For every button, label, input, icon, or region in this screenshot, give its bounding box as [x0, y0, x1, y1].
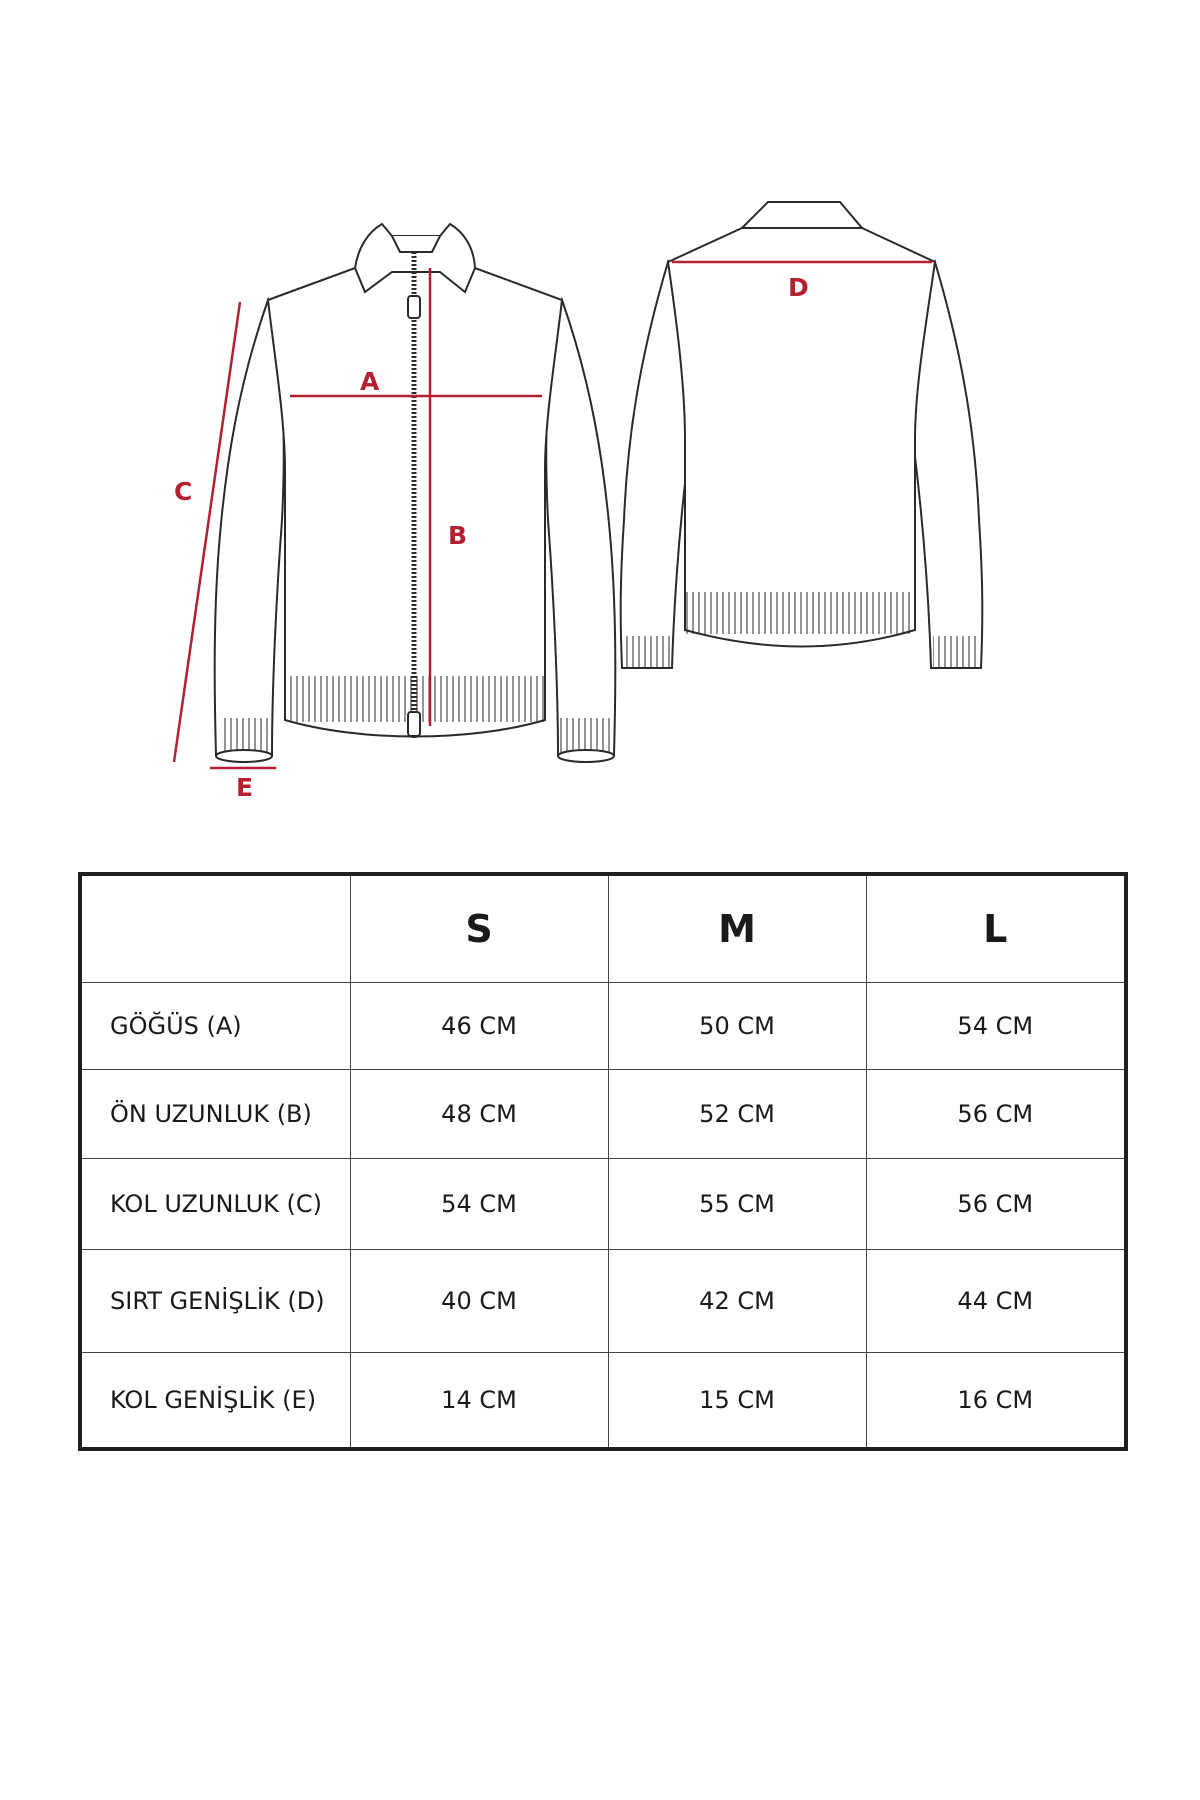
row-label: GÖĞÜS (A): [80, 983, 350, 1070]
cell-value: 50 CM: [608, 983, 866, 1070]
row-label: KOL UZUNLUK (C): [80, 1159, 350, 1250]
cell-value: 40 CM: [350, 1250, 608, 1353]
cell-value: 46 CM: [350, 983, 608, 1070]
cell-value: 14 CM: [350, 1353, 608, 1450]
cell-value: 42 CM: [608, 1250, 866, 1353]
cell-value: 44 CM: [866, 1250, 1126, 1353]
table-row: [80, 1250, 1126, 1353]
label-e: E: [236, 773, 254, 802]
size-chart-table: [78, 872, 1128, 1451]
cell-value: 55 CM: [608, 1159, 866, 1250]
table-row: [80, 983, 1126, 1070]
header-size-m: M: [608, 874, 866, 983]
label-b: B: [448, 521, 468, 550]
cell-value: 52 CM: [608, 1070, 866, 1159]
cell-value: 56 CM: [866, 1159, 1126, 1250]
header-size-l: L: [866, 874, 1126, 983]
table-row: [80, 1070, 1126, 1159]
cell-value: 54 CM: [350, 1159, 608, 1250]
header-row: [80, 874, 1126, 983]
header-empty: [80, 874, 350, 983]
label-c: C: [174, 477, 193, 506]
cell-value: 54 CM: [866, 983, 1126, 1070]
label-d: D: [788, 273, 809, 302]
cell-value: 16 CM: [866, 1353, 1126, 1450]
back-ribbing: [624, 592, 979, 668]
label-a: A: [360, 367, 380, 396]
header-size-s: S: [350, 874, 608, 983]
row-label: ÖN UZUNLUK (B): [80, 1070, 350, 1159]
cell-value: 56 CM: [866, 1070, 1126, 1159]
cell-value: 48 CM: [350, 1070, 608, 1159]
table-row: [80, 1353, 1126, 1450]
row-label: SIRT GENİŞLİK (D): [80, 1250, 350, 1353]
table-row: [80, 1159, 1126, 1250]
cell-value: 15 CM: [608, 1353, 866, 1450]
row-label: KOL GENİŞLİK (E): [80, 1353, 350, 1450]
jacket-diagram: [0, 0, 1200, 820]
